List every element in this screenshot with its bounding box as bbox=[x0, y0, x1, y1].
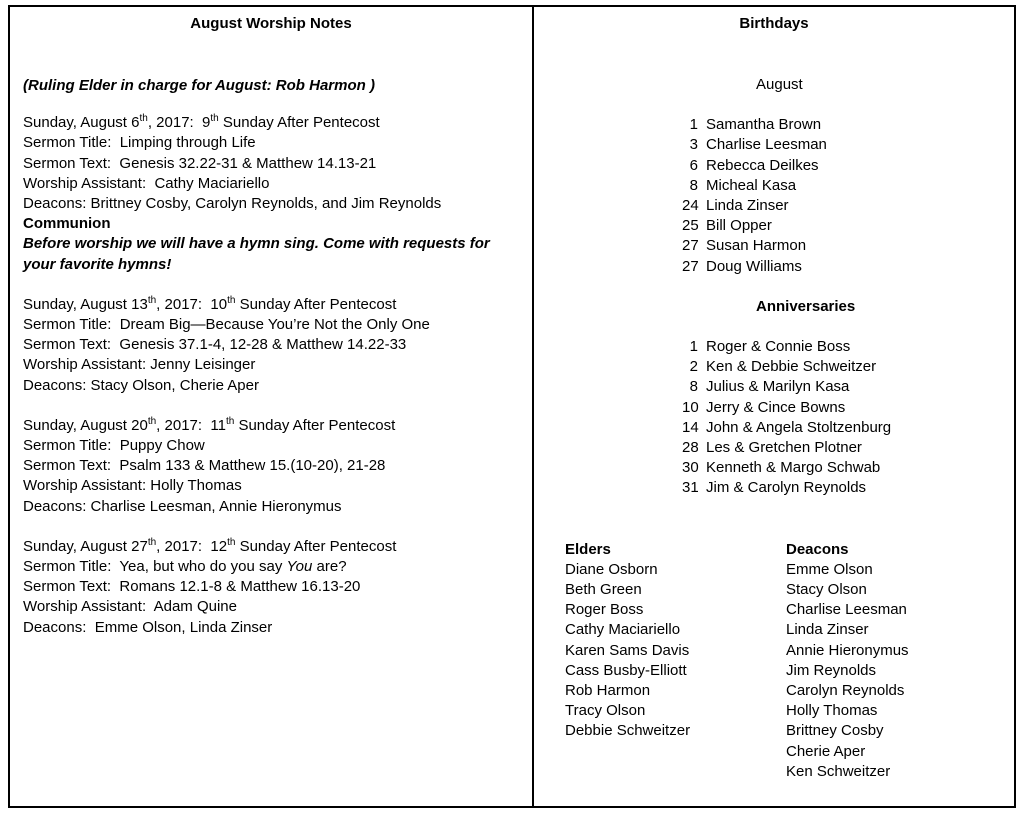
service-line bbox=[23, 476, 516, 496]
day-number: 28 bbox=[682, 439, 699, 457]
text-segment: Worship Assistant: Cathy Maciariello bbox=[23, 174, 270, 192]
deacon-name: Brittney Cosby bbox=[786, 722, 884, 740]
person-name: Kenneth & Margo Schwab bbox=[706, 459, 881, 477]
text-segment: Deacons: Charlise Leesman, Annie Hieronymus bbox=[23, 497, 342, 515]
elders-list bbox=[565, 560, 786, 742]
person-name: Jerry & Cince Bowns bbox=[706, 398, 846, 416]
service-line bbox=[23, 416, 516, 436]
day-number: 27 bbox=[682, 257, 699, 275]
day-number: 1 bbox=[689, 116, 698, 134]
text-segment: , 2017: 9 bbox=[147, 114, 211, 132]
newsletter-page bbox=[8, 5, 1016, 808]
elder-name: Karen Sams Davis bbox=[565, 641, 690, 659]
day-number: 6 bbox=[689, 156, 698, 174]
anniversary-list bbox=[682, 337, 1014, 499]
elder-name: Rob Harmon bbox=[565, 682, 651, 700]
text-segment: th bbox=[227, 294, 236, 306]
text-segment: Sermon Title: Yea, but who do you say bbox=[23, 558, 287, 576]
service-line bbox=[23, 376, 516, 396]
person-name: Charlise Leesman bbox=[706, 136, 827, 154]
text-segment: Sermon Text: Genesis 32.22-31 & Matthew 14.13-21 bbox=[23, 154, 377, 172]
text-segment: Sunday, August 6 bbox=[23, 114, 140, 132]
service-line bbox=[23, 557, 516, 577]
birthday-row bbox=[682, 236, 1014, 256]
text-segment: Sunday, August 13 bbox=[23, 295, 148, 313]
service-line bbox=[23, 537, 516, 557]
anniversaries-label: Anniversaries bbox=[756, 297, 856, 315]
anniversary-row bbox=[682, 377, 1014, 397]
elder-name: Debbie Schweitzer bbox=[565, 722, 691, 740]
anniversary-row bbox=[682, 337, 1014, 357]
worship-notes-title: August Worship Notes bbox=[190, 15, 352, 32]
anniversary-row bbox=[682, 438, 1014, 458]
text-segment: (Ruling Elder in charge for August: Rob Harmon ) bbox=[23, 77, 375, 94]
text-segment: Sermon Text: Psalm 133 & Matthew 15.(10-20), 21-28 bbox=[23, 457, 386, 475]
text-segment: Sunday, August 27 bbox=[23, 537, 148, 555]
service-line bbox=[23, 456, 516, 476]
deacon-name: Linda Zinser bbox=[786, 621, 869, 639]
text-segment: Sermon Text: Romans 12.1-8 & Matthew 16.13-20 bbox=[23, 578, 361, 596]
person-name: Ken & Debbie Schweitzer bbox=[706, 358, 877, 376]
service-line bbox=[23, 597, 516, 617]
birthday-row bbox=[682, 176, 1014, 196]
text-segment: Sermon Title: Limping through Life bbox=[23, 134, 256, 152]
person-name: Jim & Carolyn Reynolds bbox=[706, 479, 867, 497]
elder-name: Beth Green bbox=[565, 581, 642, 599]
text-segment: Worship Assistant: Adam Quine bbox=[23, 598, 237, 616]
birthdays-month-label: August bbox=[756, 76, 803, 93]
service-block bbox=[23, 113, 516, 275]
service-line bbox=[23, 295, 516, 315]
deacons-header: Deacons bbox=[786, 540, 849, 558]
text-segment: , 2017: 10 bbox=[156, 295, 228, 313]
service-line bbox=[23, 133, 516, 153]
service-line bbox=[23, 577, 516, 597]
day-number: 2 bbox=[689, 358, 698, 376]
anniversary-row bbox=[682, 418, 1014, 438]
worship-notes-content bbox=[10, 76, 532, 638]
text-segment: Worship Assistant: Holly Thomas bbox=[23, 477, 242, 495]
deacon-name: Jim Reynolds bbox=[786, 661, 877, 679]
text-segment: are? bbox=[312, 558, 347, 576]
service-line bbox=[23, 618, 516, 638]
person-name: Rebecca Deilkes bbox=[706, 156, 819, 174]
text-segment: Deacons: Stacy Olson, Cherie Aper bbox=[23, 376, 259, 394]
anniversary-row bbox=[682, 357, 1014, 377]
birthday-row bbox=[682, 216, 1014, 236]
anniversary-row bbox=[682, 478, 1014, 498]
text-segment: Sunday After Pentecost bbox=[235, 295, 397, 313]
deacon-name: Emme Olson bbox=[786, 560, 873, 578]
service-line bbox=[23, 194, 516, 214]
birthday-row bbox=[682, 135, 1014, 155]
text-segment: th bbox=[147, 415, 157, 427]
text-segment: th bbox=[139, 113, 148, 125]
person-name: Les & Gretchen Plotner bbox=[706, 439, 862, 457]
service-line bbox=[23, 497, 516, 517]
text-segment: Deacons: Brittney Cosby, Carolyn Reynolds, and Jim Reynolds bbox=[23, 195, 442, 213]
service-block bbox=[23, 537, 516, 638]
text-segment: You bbox=[286, 558, 313, 576]
text-segment: Sunday After Pentecost bbox=[235, 537, 397, 555]
text-segment: Communion bbox=[23, 215, 111, 233]
text-segment: Sermon Title: Puppy Chow bbox=[23, 437, 205, 455]
day-number: 8 bbox=[689, 378, 698, 396]
text-segment: th bbox=[225, 415, 235, 427]
birthday-list bbox=[682, 115, 1014, 277]
deacon-name: Stacy Olson bbox=[786, 581, 867, 599]
text-segment: Sermon Text: Genesis 37.1-4, 12-28 & Matthew 14.22-33 bbox=[23, 336, 407, 354]
person-name: Julius & Marilyn Kasa bbox=[706, 378, 850, 396]
service-line bbox=[23, 315, 516, 335]
deacon-name: Ken Schweitzer bbox=[786, 762, 891, 780]
day-number: 14 bbox=[682, 418, 699, 436]
day-number: 1 bbox=[689, 338, 698, 356]
service-line bbox=[23, 335, 516, 355]
service-line bbox=[23, 214, 516, 234]
text-segment: th bbox=[210, 113, 219, 125]
person-name: Linda Zinser bbox=[706, 197, 789, 215]
day-number: 10 bbox=[682, 398, 699, 416]
deacon-name: Holly Thomas bbox=[786, 702, 878, 720]
person-name: John & Angela Stoltzenburg bbox=[706, 418, 892, 436]
service-line bbox=[23, 154, 516, 174]
person-name: Bill Opper bbox=[706, 217, 772, 235]
day-number: 25 bbox=[682, 217, 699, 235]
text-segment: Before worship we will have a hymn sing. Come with requests for your favorite hymns! bbox=[23, 235, 494, 273]
elder-name: Cass Busby-Elliott bbox=[565, 661, 687, 679]
birthday-row bbox=[682, 115, 1014, 135]
text-segment: Sunday, August 20 bbox=[23, 416, 148, 434]
deacon-name: Carolyn Reynolds bbox=[786, 682, 905, 700]
deacons-column bbox=[786, 540, 1007, 782]
text-segment: Sunday After Pentecost bbox=[218, 114, 380, 132]
text-segment: Sunday After Pentecost bbox=[234, 416, 396, 434]
birthday-row bbox=[682, 257, 1014, 277]
day-number: 3 bbox=[689, 136, 698, 154]
birthday-row bbox=[682, 196, 1014, 216]
text-segment: Sermon Title: Dream Big—Because You’re Not the Only One bbox=[23, 316, 430, 334]
text-segment: th bbox=[147, 294, 157, 306]
day-number: 8 bbox=[689, 176, 698, 194]
service-block bbox=[23, 295, 516, 396]
birthday-row bbox=[682, 156, 1014, 176]
day-number: 30 bbox=[682, 459, 699, 477]
leaders-section bbox=[565, 540, 1014, 782]
person-name: Samantha Brown bbox=[706, 116, 822, 134]
elder-name: Roger Boss bbox=[565, 601, 644, 619]
elder-name: Tracy Olson bbox=[565, 702, 646, 720]
worship-notes-panel bbox=[8, 5, 534, 808]
person-name: Doug Williams bbox=[706, 257, 802, 275]
service-block bbox=[23, 416, 516, 517]
day-number: 31 bbox=[682, 479, 699, 497]
service-line bbox=[23, 234, 516, 274]
elder-name: Cathy Maciariello bbox=[565, 621, 681, 639]
text-segment: Worship Assistant: Jenny Leisinger bbox=[23, 356, 256, 374]
deacon-name: Cherie Aper bbox=[786, 742, 866, 760]
person-name: Micheal Kasa bbox=[706, 176, 797, 194]
day-number: 24 bbox=[682, 197, 699, 215]
service-line bbox=[23, 436, 516, 456]
deacon-name: Charlise Leesman bbox=[786, 601, 907, 619]
anniversary-row bbox=[682, 458, 1014, 478]
services-list bbox=[23, 113, 516, 638]
deacon-name: Annie Hieronymus bbox=[786, 641, 909, 659]
deacons-list bbox=[786, 560, 1007, 782]
elder-name: Diane Osborn bbox=[565, 560, 658, 578]
text-segment: th bbox=[147, 536, 157, 548]
birthdays-panel bbox=[534, 5, 1016, 808]
text-segment: Deacons: Emme Olson, Linda Zinser bbox=[23, 618, 273, 636]
person-name: Roger & Connie Boss bbox=[706, 338, 851, 356]
service-line bbox=[23, 174, 516, 194]
text-segment: th bbox=[227, 536, 236, 548]
text-segment: , 2017: 11 bbox=[156, 416, 226, 434]
ruling-elder-note bbox=[23, 76, 516, 96]
elders-header: Elders bbox=[565, 540, 611, 558]
birthdays-title: Birthdays bbox=[739, 15, 809, 32]
anniversary-row bbox=[682, 398, 1014, 418]
elders-column bbox=[565, 540, 786, 782]
service-line bbox=[23, 355, 516, 375]
person-name: Susan Harmon bbox=[706, 237, 807, 255]
day-number: 27 bbox=[682, 237, 699, 255]
service-line bbox=[23, 113, 516, 133]
text-segment: , 2017: 12 bbox=[156, 537, 228, 555]
